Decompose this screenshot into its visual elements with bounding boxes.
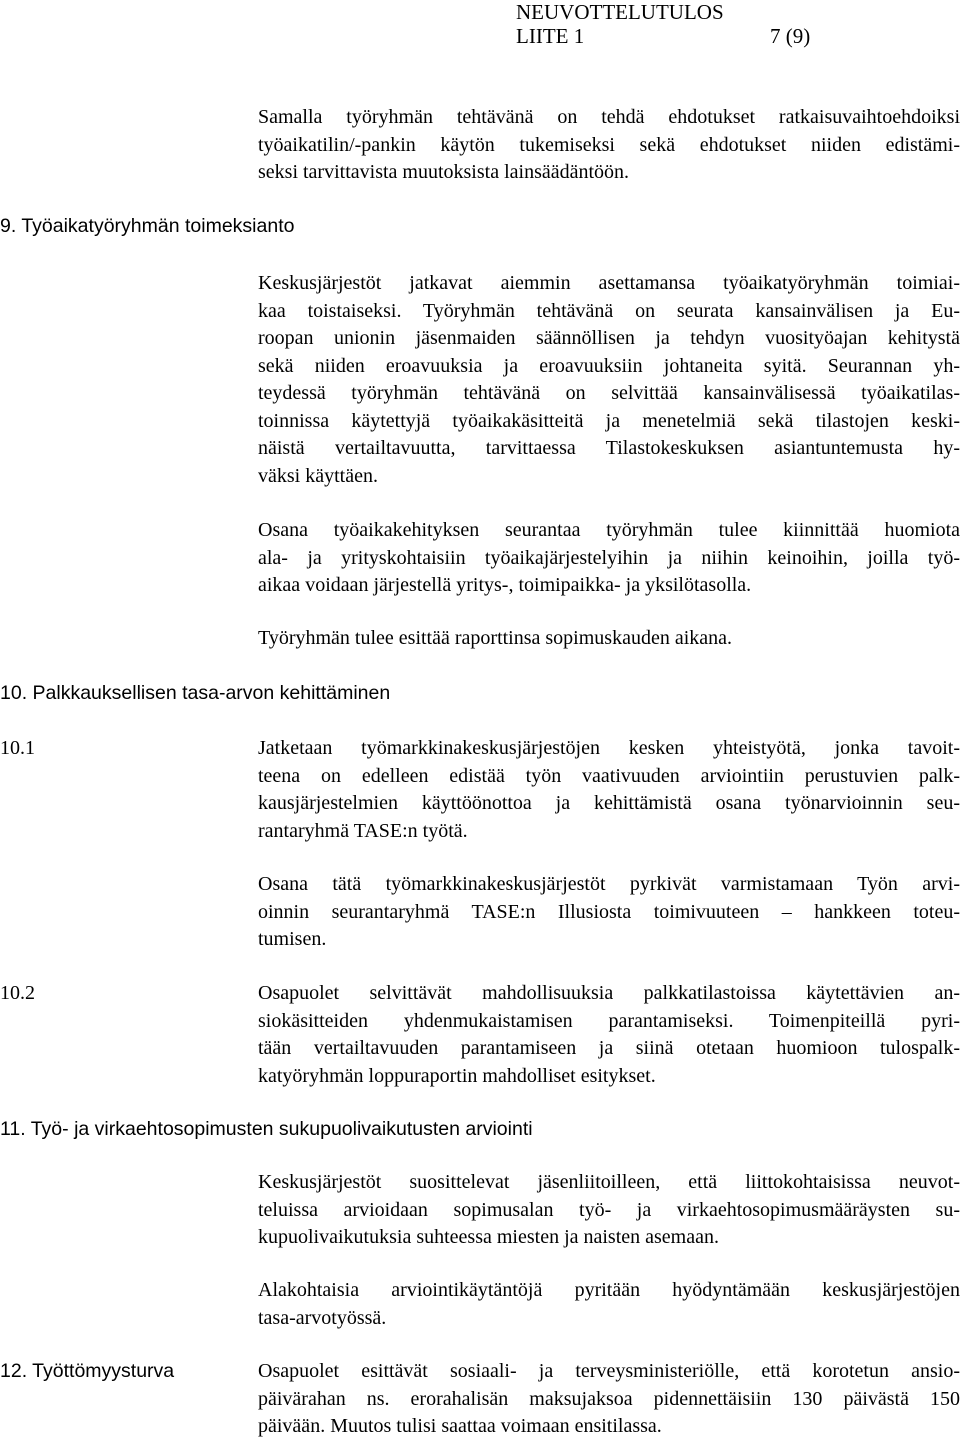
- text-line: Työryhmän tulee esittää raporttinsa sopimuskauden aikana.: [258, 627, 733, 649]
- text-line: tumisen.: [258, 928, 327, 950]
- text-line: ala- ja yrityskohtaisiin työaikajärjestelyihin ja niihin keinoihin, joilla työ-: [258, 546, 960, 569]
- text-line: Osapuolet esittävät sosiaali- ja terveysministeriölle, että korotetun ansio-: [258, 1360, 960, 1382]
- text-line: seksi tarvittavista muutoksista lainsäädäntöön.: [258, 161, 630, 183]
- text-line: kaa toistaiseksi. Työryhmän tehtävänä on seurata kansainvälisen ja Eu-: [258, 299, 960, 322]
- section-11-paragraph-2: [258, 1277, 960, 1332]
- page-number: 7 (9): [770, 24, 811, 48]
- section-10-heading: 10. Palkkauksellisen tasa-arvon kehittäminen: [0, 682, 391, 704]
- text-line: teena on edelleen edistää työn vaativuuden arviointiin perustuvien palk-: [258, 764, 960, 787]
- text-line: teydessä työryhmän tehtävänä on selvittää kansainvälisessä työaikatilas-: [258, 382, 960, 404]
- text-line: Osana työaikakehityksen seurantaa työryhmän tulee kiinnittää huomiota: [258, 519, 960, 541]
- section-11-heading: 11. Työ- ja virkaehtosopimusten sukupuolivaikutusten arviointi: [0, 1118, 533, 1140]
- text-line: kupuolivaikutuksia suhteessa miesten ja naisten asemaan.: [258, 1226, 719, 1248]
- text-line: Keskusjärjestöt suosittelevat jäsenliitoilleen, että liittokohtaisissa neuvot-: [258, 1171, 960, 1193]
- text-line: Keskusjärjestöt jatkavat aiemmin asettamansa työaikatyöryhmän toimiai-: [258, 272, 960, 294]
- text-line: työaikatilin/-pankin käytön tukemiseksi sekä ehdotukset niiden edistämi-: [258, 133, 960, 156]
- text-line: sekä niiden eroavuuksia ja eroavuuksiin johtaneita syitä. Seurannan yh-: [258, 354, 960, 377]
- item-10-2-paragraph: [258, 980, 960, 1090]
- section-11-paragraph-1: [258, 1169, 960, 1252]
- text-line: Samalla työryhmän tehtävänä on tehdä ehdotukset ratkaisuvaihtoehdoiksi: [258, 106, 960, 128]
- section-9-paragraph-2: [258, 517, 960, 600]
- text-line: tään vertailtavuuden parantamiseen ja siinä otetaan huomioon tulospalk-: [258, 1037, 960, 1059]
- text-line: päivään. Muutos tulisi saattaa voimaan ensitilassa.: [258, 1415, 662, 1437]
- text-line: kausjärjestelmien käyttöönottoa ja kehittämistä osana työnarvioinnin seu-: [258, 792, 960, 814]
- section-9-paragraph-1: [258, 270, 960, 490]
- text-line: Alakohtaisia arviointikäytäntöjä pyritään hyödyntämään keskusjärjestöjen: [258, 1279, 960, 1301]
- item-10-1-paragraph-1: [258, 735, 960, 845]
- text-line: toinnissa käytettyjä työaikakäsitteitä ja menetelmiä sekä tilastojen keski-: [258, 409, 960, 432]
- text-line: rantaryhmä TASE:n työtä.: [258, 819, 468, 842]
- text-line: Osana tätä työmarkkinakeskusjärjestöt pyrkivät varmistamaan Työn arvi-: [258, 873, 960, 895]
- document-title: NEUVOTTELUTULOS: [516, 0, 724, 24]
- section-9-heading: 9. Työaikatyöryhmän toimeksianto: [0, 215, 295, 237]
- text-line: oinnin seurantaryhmä TASE:n Illusiosta toimivuuteen – hankkeen toteu-: [258, 900, 960, 923]
- text-line: roopan unionin jäsenmaiden säännöllisen ja tehdyn vuosityöajan kehitystä: [258, 327, 960, 349]
- item-number-10-1: 10.1: [0, 737, 35, 759]
- attachment-label: LIITE 1: [516, 24, 585, 48]
- section-12-label: 12. Työttömyysturva: [0, 1360, 175, 1382]
- text-line: aikaa voidaan järjestellä yritys-, toimipaikka- ja yksilötasolla.: [258, 574, 752, 596]
- text-line: tasa-arvotyössä.: [258, 1306, 387, 1329]
- text-line: katyöryhmän loppuraportin mahdolliset esitykset.: [258, 1064, 656, 1087]
- item-10-1-paragraph-2: [258, 871, 960, 954]
- text-line: Jatketaan työmarkkinakeskusjärjestöjen kesken yhteistyötä, jonka tavoit-: [258, 737, 960, 759]
- text-line: teluissa arvioidaan sopimusalan työ- ja virkaehtosopimusmääräysten su-: [258, 1198, 960, 1221]
- text-line: Osapuolet selvittävät mahdollisuuksia palkkatilastoissa käytettävien an-: [258, 982, 960, 1004]
- intro-paragraph: [258, 104, 960, 187]
- section-9-paragraph-3: [258, 625, 960, 653]
- item-number-10-2: 10.2: [0, 982, 35, 1004]
- text-line: väksi käyttäen.: [258, 464, 378, 487]
- text-line: siokäsitteiden yhdenmukaistamisen parantamiseksi. Toimenpiteillä pyri-: [258, 1009, 960, 1032]
- text-line: päivärahan ns. erorahalisän maksujaksoa pidennettäisiin 130 päivästä 150: [258, 1387, 960, 1410]
- section-12-paragraph: [258, 1358, 960, 1441]
- text-line: näistä vertailtavuutta, tarvittaessa Tilastokeskuksen asiantuntemusta hy-: [258, 437, 960, 459]
